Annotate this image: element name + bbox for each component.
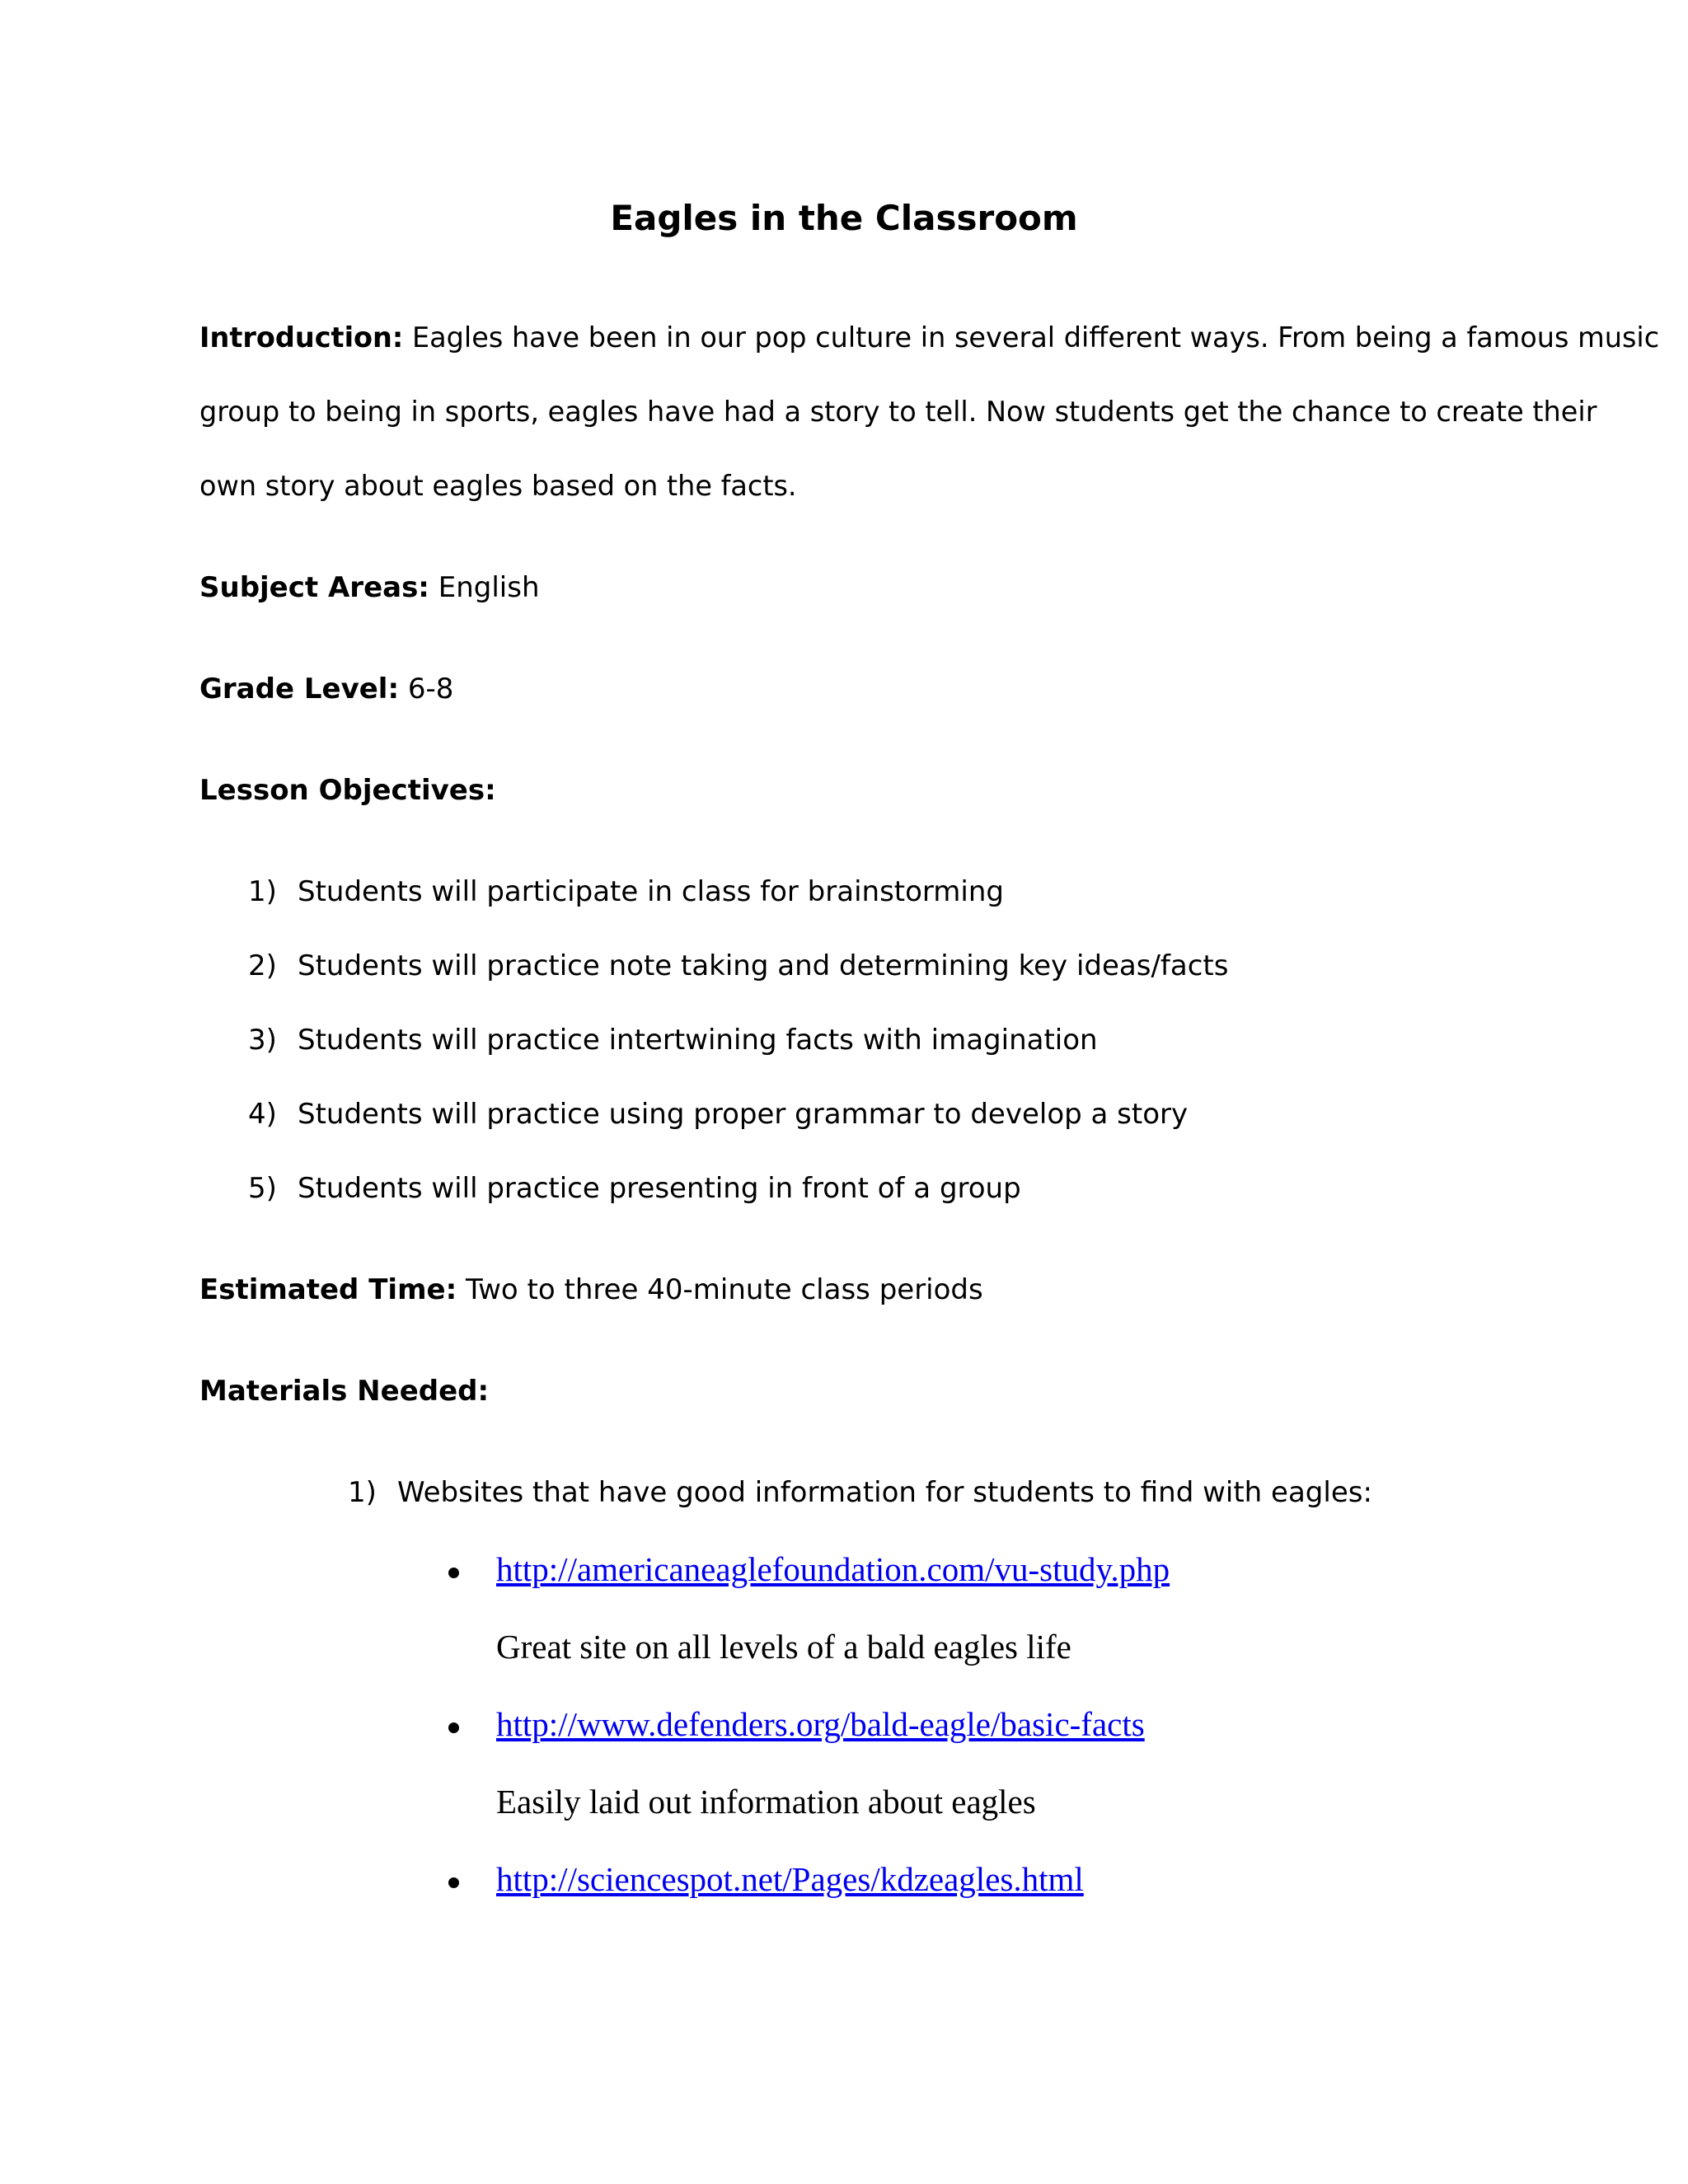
estimated-time-value: Two to three 40-minute class periods [465, 1273, 983, 1306]
link-description: Great site on all levels of a bald eagles life [496, 1628, 1071, 1666]
materials-needed-heading [199, 1375, 489, 1408]
subject-areas [199, 571, 540, 604]
bullet-icon [448, 1568, 459, 1578]
link-sciencespot[interactable]: http://sciencespot.net/Pages/kdzeagles.html [496, 1860, 1084, 1898]
objective-number: 4) [248, 1098, 277, 1131]
lesson-objectives-label: Lesson Objectives: [199, 774, 496, 807]
grade-level-label: Grade Level: [199, 673, 400, 705]
objective-text: Students will practice intertwining facts with imagination [298, 1024, 1098, 1057]
introduction-label: Introduction: [199, 321, 404, 354]
objective-number: 1) [248, 875, 277, 908]
materials-needed-label: Materials Needed: [199, 1375, 490, 1408]
objective-text: Students will practice presenting in front of a group [298, 1172, 1021, 1205]
objective-text: Students will participate in class for brainstorming [298, 875, 1004, 908]
subject-areas-label: Subject Areas: [199, 571, 429, 604]
material-number: 1) [348, 1476, 377, 1509]
lesson-objectives-heading [199, 774, 496, 807]
objective-text: Students will practice note taking and determining key ideas/facts [298, 949, 1229, 982]
estimated-time-label: Estimated Time: [199, 1273, 457, 1306]
introduction-line-1 [199, 321, 1659, 354]
bullet-icon [448, 1877, 459, 1888]
link-defenders[interactable]: http://www.defenders.org/bald-eagle/basic-facts [496, 1705, 1145, 1743]
subject-areas-value: English [438, 571, 540, 604]
link-description: Easily laid out information about eagles [496, 1783, 1036, 1821]
grade-level [199, 673, 453, 705]
objective-text: Students will practice using proper grammar to develop a story [298, 1098, 1189, 1131]
objective-number: 2) [248, 949, 277, 982]
introduction-text-1: Eagles have been in our pop culture in several different ways. From being a famous music [411, 321, 1660, 354]
introduction-line-3: own story about eagles based on the facts. [199, 470, 797, 502]
estimated-time [199, 1273, 983, 1306]
objective-number: 5) [248, 1172, 277, 1205]
grade-level-value: 6-8 [407, 673, 454, 705]
objective-number: 3) [248, 1024, 277, 1057]
material-text: Websites that have good information for students to find with eagles: [397, 1476, 1372, 1509]
bullet-icon [448, 1722, 459, 1733]
link-americaneaglefoundation[interactable]: http://americaneaglefoundation.com/vu-study.php [496, 1550, 1170, 1588]
page-title: Eagles in the Classroom [610, 198, 1078, 238]
introduction-line-2: group to being in sports, eagles have had a story to tell. Now students get the chance to create their [199, 396, 1597, 428]
